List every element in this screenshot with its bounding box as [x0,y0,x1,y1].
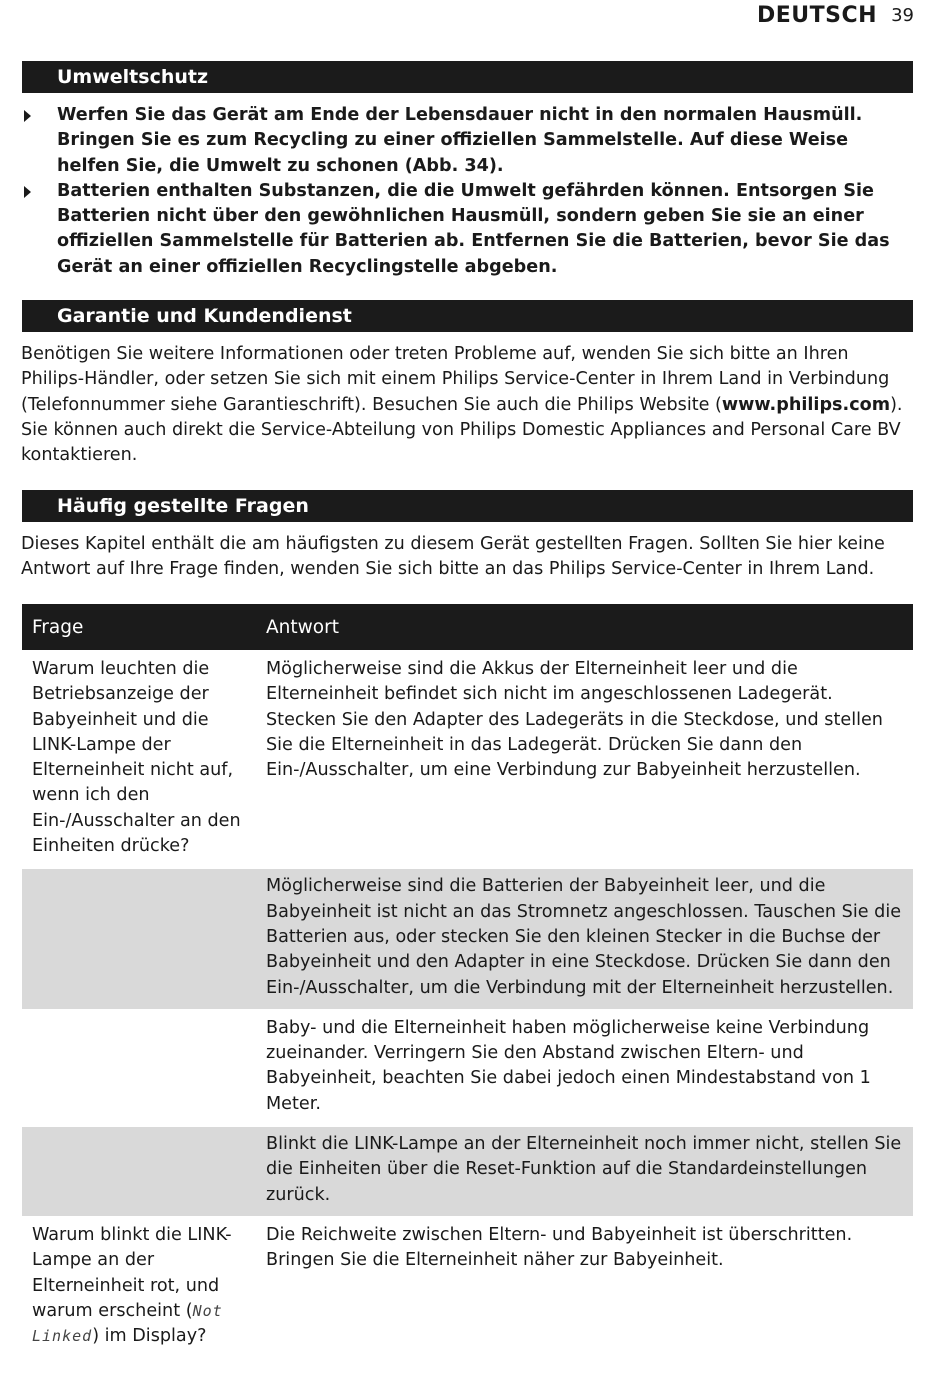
environment-bullet-list [22,103,913,280]
question-cell [22,1126,257,1217]
faq-header-row [22,604,913,651]
section-heading-faq: Häufig gestellte Fragen [22,490,913,522]
answer-cell: Die Reichweite zwischen Eltern- und Babyeinheit ist überschritten. Bringen Sie die Elterneinheit näher zur Babyeinheit. [257,1217,913,1357]
list-item [22,103,913,179]
table-row [22,1217,913,1357]
answer-cell: Baby- und die Elterneinheit haben möglicherweise keine Verbindung zueinander. Verringern Sie den Abstand zwischen Eltern- und Babyeinheit, beachten Sie dabei jedoch einen Mindestabstand von 1 Meter. [257,1010,913,1126]
table-row [22,868,913,1009]
column-header-question: Frage [22,604,257,651]
bullet-text: Werfen Sie das Gerät am Ende der Lebensdauer nicht in den normalen Hausmüll. Bringen Sie es zum Recycling zu einer offiziellen Sammelstelle. Auf diese Weise helfen Sie, die Umwelt zu schonen (Abb. 34). [57,105,863,176]
question-text-end: ) im Display? [92,1326,207,1347]
display-readout: Not Linked [32,1301,223,1346]
faq-intro: Dieses Kapitel enthält die am häufigsten zu diesem Gerät gestellten Fragen. Sollten Sie hier keine Antwort auf Ihre Frage finden, wenden Sie sich bitte an das Philips Service-Center in Ihrem Land. [21,534,885,580]
warranty-text-end: ). Sie können auch direkt die Service-Abteilung von Philips Domestic Appliances and Personal Care BV kontaktieren. [21,394,903,466]
answer-cell: Möglicherweise sind die Batterien der Babyeinheit leer, und die Babyeinheit ist nicht an das Stromnetz angeschlossen. Tauschen Sie die Batterien aus, oder stecken Sie den kleinen Stecker in die Buchse der Babyeinheit und den Adapter in eine Steckdose. Drücken Sie dann den Ein-/Ausschalter, um die Verbindung mit der Elterneinheit herzustellen. [257,868,913,1009]
page-header [757,0,914,30]
list-item [22,179,913,280]
bullet-text: Batterien enthalten Substanzen, die die Umwelt gefährden können. Entsorgen Sie Batterien nicht über den gewöhnlichen Hausmüll, sondern geben Sie sie an einer offiziellen Sammelstelle für Batterien ab. Entfernen Sie die Batterien, bevor Sie das Gerät an einer offiziellen Recyclingstelle abgeben. [57,180,890,277]
table-row [22,651,913,868]
table-row [22,1126,913,1217]
section-heading-warranty: Garantie und Kundendienst [22,300,913,332]
question-cell: Warum leuchten die Betriebsanzeige der Babyeinheit und die LINK-Lampe der Elterneinheit nicht auf, wenn ich den Ein-/Ausschalter an den Einheiten drücke? [22,651,257,868]
language-label: DEUTSCH [757,2,878,28]
philips-website-link[interactable]: www.philips.com [721,394,891,415]
warranty-paragraph [21,342,913,468]
question-text-start: Warum blinkt die LINK-Lampe an der Elterneinheit rot, und warum erscheint ( [32,1224,232,1321]
question-cell [22,1010,257,1126]
answer-cell: Möglicherweise sind die Akkus der Elterneinheit leer und die Elterneinheit befindet sich nicht im angeschlossenen Ladegerät. Stecken Sie den Adapter des Ladegeräts in die Steckdose, und stellen Sie die Elterneinheit in das Ladegerät. Drücken Sie dann den Ein-/Ausschalter, um eine Verbindung zur Babyeinheit herzustellen. [257,651,913,868]
bullet-triangle-icon [24,110,31,122]
column-header-answer: Antwort [257,604,913,651]
faq-table [22,604,913,1357]
question-cell [22,1217,257,1357]
table-row [22,1010,913,1126]
section-heading-environment: Umweltschutz [22,61,913,93]
page-number: 39 [891,4,914,26]
question-cell [22,868,257,1009]
answer-cell: Blinkt die LINK-Lampe an der Elterneinheit noch immer nicht, stellen Sie die Einheiten über die Reset-Funktion auf die Standardeinstellungen zurück. [257,1126,913,1217]
warranty-text-start: Benötigen Sie weitere Informationen oder treten Probleme auf, wenden Sie sich bitte an Ihren Philips-Händler, oder setzen Sie sich mit einem Philips Service-Center in Ihrem Land in Verbindung (Telefonnummer siehe Garantieschrift). Besuchen Sie auch die Philips Website ( [21,344,890,415]
bullet-triangle-icon [24,186,31,198]
